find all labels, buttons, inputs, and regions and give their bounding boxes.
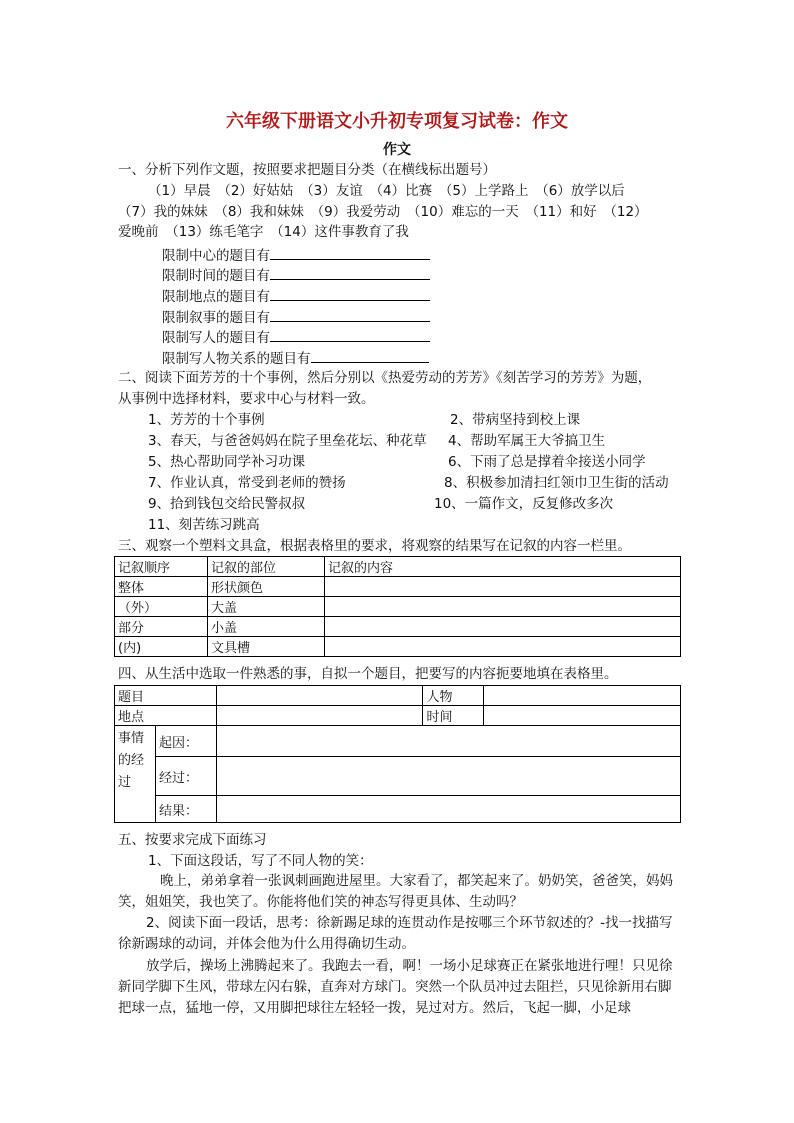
result-label: 结果： <box>155 796 216 823</box>
answer-blank[interactable] <box>270 306 430 322</box>
blank-line <box>162 285 430 307</box>
example-item: 11、刻苦练习跳高 <box>148 517 260 533</box>
time-field[interactable] <box>484 706 681 726</box>
blank-label: 限制写人的题目有 <box>162 330 270 346</box>
answer-blank[interactable] <box>270 285 430 301</box>
s5-passage-2: 放学后，操场上沸腾起来了。我跑去一看，啊！一场小足球赛正在紧张地进行哩！只见徐新同学脚下生风，带球左闪右躲，直奔对方球门。突然一个队员冲过去阻拦，只见徐新用右脚把球一点，猛地一停，又用脚把球往左轻轻一拨，晃过对方。然后，飞起一脚，小足球 <box>118 958 673 1016</box>
topic-field[interactable] <box>216 686 423 706</box>
person-field[interactable] <box>484 686 681 706</box>
blank-label: 限制中心的题目有 <box>162 248 270 264</box>
blank-label: 限制写人物关系的题目有 <box>162 351 311 367</box>
table-cell: 小盖 <box>208 617 325 637</box>
process-label <box>115 726 156 823</box>
course-label: 经过： <box>155 757 216 796</box>
process-label-line: 过 <box>118 775 132 790</box>
s1-heading: 一、分析下列作文题，按照要求把题目分类（在横线标出题号） <box>118 162 496 178</box>
topic-label: 题目 <box>115 686 217 706</box>
s5-heading: 五、按要求完成下面练习 <box>118 832 267 848</box>
cause-field[interactable] <box>216 726 680 757</box>
event-table <box>114 685 681 823</box>
content-cell[interactable] <box>325 637 681 657</box>
time-label: 时间 <box>423 706 484 726</box>
blank-line <box>162 244 430 266</box>
s1-titles-line1: （1）早晨 （2）好姑姑 （3）友谊 （4）比赛 （5）上学路上 （6）放学以后 <box>148 183 625 199</box>
s1-titles-line2: （7）我的妹妹 （8）我和妹妹 （9）我爱劳动 （10）难忘的一天 （11）和好 （12） <box>118 204 648 220</box>
example-item: 3、春天，与爸爸妈妈在院子里垒花坛、种花草 <box>148 433 427 449</box>
course-field[interactable] <box>216 757 680 796</box>
table-row <box>115 706 681 726</box>
answer-blank[interactable] <box>270 264 430 280</box>
table-cell: 部分 <box>115 617 208 637</box>
s5-question-2: 2、阅读下面一段话，思考：徐新踢足球的连贯动作是按哪三个环节叙述的？-找一找描写徐新踢球的动词，并体会他为什么用得确切生动。 <box>118 915 673 952</box>
blank-label: 限制时间的题目有 <box>162 268 270 284</box>
s4-heading: 四、从生活中选取一件熟悉的事，自拟一个题目，把要写的内容扼要地填在表格里。 <box>118 666 618 682</box>
table-row <box>115 796 681 823</box>
s5-question-1: 1、下面这段话，写了不同人物的笑： <box>148 853 373 869</box>
table-row <box>115 637 681 657</box>
table-cell: 整体 <box>115 577 208 597</box>
person-label: 人物 <box>423 686 484 706</box>
table-cell: 文具槽 <box>208 637 325 657</box>
page-title: 六年级下册语文小升初专项复习试卷：作文 <box>226 111 568 132</box>
answer-blank[interactable] <box>270 244 430 260</box>
table-row <box>115 617 681 637</box>
table-cell: 形状颜色 <box>208 577 325 597</box>
example-item: 1、芳芳的十个事例 <box>148 412 265 428</box>
example-item: 5、热心帮助同学补习功课 <box>148 454 306 470</box>
s1-titles-line3: 爱晚前 （13）练毛笔字 （14）这件事教育了我 <box>118 224 409 240</box>
answer-blank[interactable] <box>311 347 429 363</box>
example-item: 8、积极参加清扫红领巾卫生街的活动 <box>444 475 669 491</box>
table-cell: (内) <box>115 637 208 657</box>
example-item: 4、帮助军属王大爷搞卫生 <box>448 433 606 449</box>
content-cell[interactable] <box>325 577 681 597</box>
s5-passage-1: 晚上，弟弟拿着一张讽刺画跑进屋里。大家看了，都笑起来了。奶奶笑，爸爸笑，妈妈笑，姐姐笑，我也笑了。你能将他们笑的神态写得更具体、生动吗？ <box>118 873 673 910</box>
example-item: 2、带病坚持到校上课 <box>450 412 581 428</box>
table-cell: 大盖 <box>208 597 325 617</box>
table-row <box>115 597 681 617</box>
example-item: 7、作业认真，常受到老师的赞扬 <box>148 475 346 491</box>
table-header-cell: 记叙的部位 <box>208 557 325 577</box>
blank-line <box>162 264 430 286</box>
example-item: 6、下雨了总是撑着伞接送小同学 <box>448 454 646 470</box>
observation-table <box>114 556 681 657</box>
table-row <box>115 757 681 796</box>
blank-label: 限制地点的题目有 <box>162 289 270 305</box>
blank-line <box>162 306 430 328</box>
table-cell: （外） <box>115 597 208 617</box>
table-row <box>115 577 681 597</box>
process-label-line: 的经 <box>118 753 145 768</box>
content-cell[interactable] <box>325 597 681 617</box>
table-row <box>115 686 681 706</box>
table-header-cell: 记叙顺序 <box>115 557 208 577</box>
s2-heading-line2: 从事例中选择材料，要求中心与材料一致。 <box>118 391 375 407</box>
s3-heading: 三、观察一个塑料文具盒，根据表格里的要求，将观察的结果写在记叙的内容一栏里。 <box>118 538 631 554</box>
s2-heading-line1: 二、阅读下面芳芳的十个事例，然后分别以《热爱劳动的芳芳》《刻苦学习的芳芳》为题， <box>118 370 652 386</box>
table-header-row <box>115 557 681 577</box>
place-label: 地点 <box>115 706 217 726</box>
example-item: 10、一篇作文，反复修改多次 <box>434 496 614 512</box>
table-row <box>115 726 681 757</box>
place-field[interactable] <box>216 706 423 726</box>
section-subtitle: 作文 <box>383 142 411 158</box>
result-field[interactable] <box>216 796 680 823</box>
example-item: 9、拾到钱包交给民警叔叔 <box>148 496 306 512</box>
blank-line <box>162 326 430 348</box>
cause-label: 起因： <box>155 726 216 757</box>
blank-line <box>162 347 429 369</box>
table-header-cell: 记叙的内容 <box>325 557 681 577</box>
process-label-line: 事情 <box>118 731 145 746</box>
blank-label: 限制叙事的题目有 <box>162 310 270 326</box>
answer-blank[interactable] <box>270 326 430 342</box>
content-cell[interactable] <box>325 617 681 637</box>
